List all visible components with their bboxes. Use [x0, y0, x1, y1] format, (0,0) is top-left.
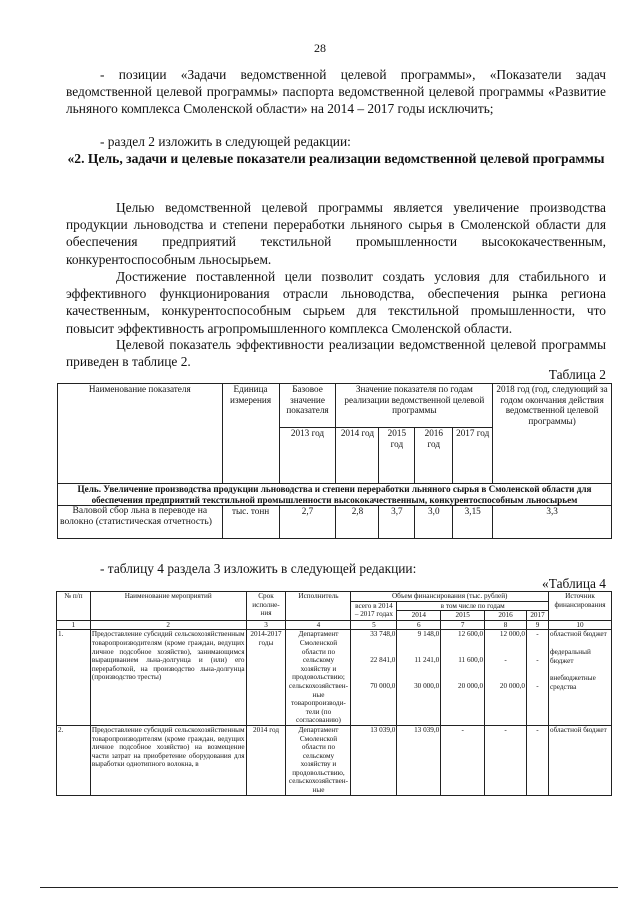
source-federal: федеральный бюджет [549, 647, 591, 665]
paragraph-goal: Целью ведомственной целевой программы является увеличение производства продукции льноводства и степени переработки льняного сырья в Смоленской области для обеспечения предприятий текстильной промышленности высококачественным, конкурентоспособным льносырьем. [66, 200, 606, 267]
activity-name: Предоставление субсидий сельскохозяйственным товаропроизводителям (кроме граждан, ведущих личное подсобное хозяйство), занимающимся выращиванием льна-долгунца и (или) его переработкой, на производство льна-долгунца (производство тресты) [90, 630, 246, 726]
indicator-2014: 2,8 [336, 506, 379, 539]
goal-row: Цель. Увеличение производства продукции льноводства и степени переработки льняного сырья в Смоленской области для обеспечения предприятий текстильной промышленности высококачественным, конкурентоспособным льносырьем [58, 484, 612, 506]
paragraph-indicator: Целевой показатель эффективности реализации ведомственной целевой программы приведен в таблице 2. [66, 337, 606, 370]
y2014-federal: 11 241,0 [414, 655, 440, 664]
total-regional: 33 748,0 [370, 630, 396, 639]
header-base-year: 2013 год [279, 428, 336, 484]
page-bottom-rule [40, 887, 618, 888]
indicator-2018: 3,3 [493, 506, 612, 539]
row-number: 2. [57, 725, 91, 795]
total-regional: 13 039,0 [351, 725, 397, 795]
y2017-regional: - [536, 630, 539, 639]
header-funding-source: Источник финансирования [548, 592, 611, 621]
y2014-extrabudget: 30 000,0 [414, 681, 440, 690]
header-2017: 2017 год [453, 428, 493, 484]
header-funding-volume: Объем финансирования (тыс. рублей) [351, 592, 549, 602]
y2016-extrabudget: 20 000,0 [499, 681, 526, 690]
col-number: 6 [397, 620, 441, 630]
activity-executor: Департамент Смоленской области по сельскому хозяйству и продовольствию, сельскохозяйствен-ные [286, 725, 351, 795]
col-number: 1 [57, 620, 91, 630]
paragraph-achievement: Достижение поставленной цели позволит создать условия для стабильного и эффективного функционирования отрасли льноводства, обеспечения рынка региона качественным, конкурентоспособным сырьем для текстильной промышленности, что повысит эффективность агропромышленного комплекса Смоленской области. [66, 269, 606, 336]
indicator-2015: 3,7 [379, 506, 415, 539]
table4-caption: «Таблица 4 [542, 576, 606, 591]
col-number: 8 [485, 620, 527, 630]
activity-name: Предоставление субсидий сельскохозяйственным товаропроизводителям (кроме граждан, ведущих личное подсобное хозяйство) на возмещение части затрат на приобретение оборудования для выработки однотипного волокна, в [90, 725, 246, 795]
col-number: 7 [441, 620, 485, 630]
header-2017: 2017 [527, 611, 549, 621]
y2015-regional: - [441, 725, 485, 795]
total-federal: 22 841,0 [370, 655, 396, 664]
y2017-regional: - [527, 725, 549, 795]
indicator-name: Валовой сбор льна в переводе на волокно (статистическая отчетность) [58, 506, 223, 539]
y2015-extrabudget: 20 000,0 [457, 681, 484, 690]
paragraph-exclude-positions: - позиции «Задачи ведомственной целевой программы», «Показатели задач ведомственной целевой программы» паспорта ведомственной целевой программы «Развитие льняного комплекса Смоленской области» на 2014 – 2017 годы исключить; [66, 67, 606, 117]
y2016-federal: - [504, 655, 507, 664]
header-2014: 2014 [397, 611, 441, 621]
indicator-table [57, 383, 612, 539]
col-number: 10 [548, 620, 611, 630]
header-unit: Единица измерения [222, 384, 279, 484]
header-2018: 2018 год (год, следующий за годом окончания действия ведомственной целевой программы) [493, 384, 612, 484]
table-row [57, 630, 612, 726]
header-term: Срок исполне-ния [246, 592, 286, 621]
header-2015: 2015 [441, 611, 485, 621]
col-number: 4 [286, 620, 351, 630]
header-2015: 2015 год [379, 428, 415, 484]
section-heading: «2. Цель, задачи и целевые показатели реализации ведомственной целевой программы [67, 151, 605, 166]
header-base-value: Базовое значение показателя [279, 384, 336, 428]
y2016-regional: 12 000,0 [499, 630, 526, 639]
header-total: всего в 2014 – 2017 годах [351, 601, 397, 620]
header-indicator-name: Наименование показателя [58, 384, 223, 484]
table2-caption: Таблица 2 [548, 367, 606, 382]
col-number: 5 [351, 620, 397, 630]
header-activity-name: Наименование мероприятий [90, 592, 246, 621]
header-values-by-year: Значение показателя по годам реализации ведомственной целевой программы [336, 384, 493, 428]
activity-term: 2014 год [246, 725, 286, 795]
y2017-extrabudget: - [536, 681, 539, 690]
source-extrabudget: внебюджетные средства [549, 674, 596, 691]
y2014-regional: 9 148,0 [417, 630, 440, 639]
y2014-regional: 13 039,0 [397, 725, 441, 795]
y2016-regional: - [485, 725, 527, 795]
y2015-regional: 12 600,0 [457, 630, 484, 639]
header-executor: Исполнитель [286, 592, 351, 621]
y2015-federal: 11 600,0 [458, 655, 484, 664]
col-number: 3 [246, 620, 286, 630]
page-number: 28 [314, 41, 326, 55]
header-2016: 2016 [485, 611, 527, 621]
indicator-unit: тыс. тонн [222, 506, 279, 539]
header-2016: 2016 год [415, 428, 453, 484]
indicator-2016: 3,0 [415, 506, 453, 539]
col-number: 9 [527, 620, 549, 630]
table-row [57, 725, 612, 795]
header-2014: 2014 год [336, 428, 379, 484]
paragraph-table4-intro: - таблицу 4 раздела 3 изложить в следующей редакции: [100, 561, 417, 576]
activity-executor: Департамент Смоленской области по сельскому хозяйству и продовольствию; сельскохозяйствен-ные товаропроизводи-тели (по согласованию) [286, 630, 351, 726]
row-number: 1. [57, 630, 91, 726]
indicator-base: 2,7 [279, 506, 336, 539]
y2017-federal: - [536, 655, 539, 664]
header-by-years: в том числе по годам [397, 601, 549, 611]
indicator-2017: 3,15 [453, 506, 493, 539]
source-regional: областной бюджет [548, 725, 611, 795]
header-num: № п/п [57, 592, 91, 621]
source-regional: областной бюджет [549, 630, 607, 639]
activities-table [56, 591, 612, 796]
total-extrabudget: 70 000,0 [370, 681, 396, 690]
paragraph-section2-intro: - раздел 2 изложить в следующей редакции: [100, 134, 351, 149]
col-number: 2 [90, 620, 246, 630]
activity-term: 2014-2017 годы [246, 630, 286, 726]
